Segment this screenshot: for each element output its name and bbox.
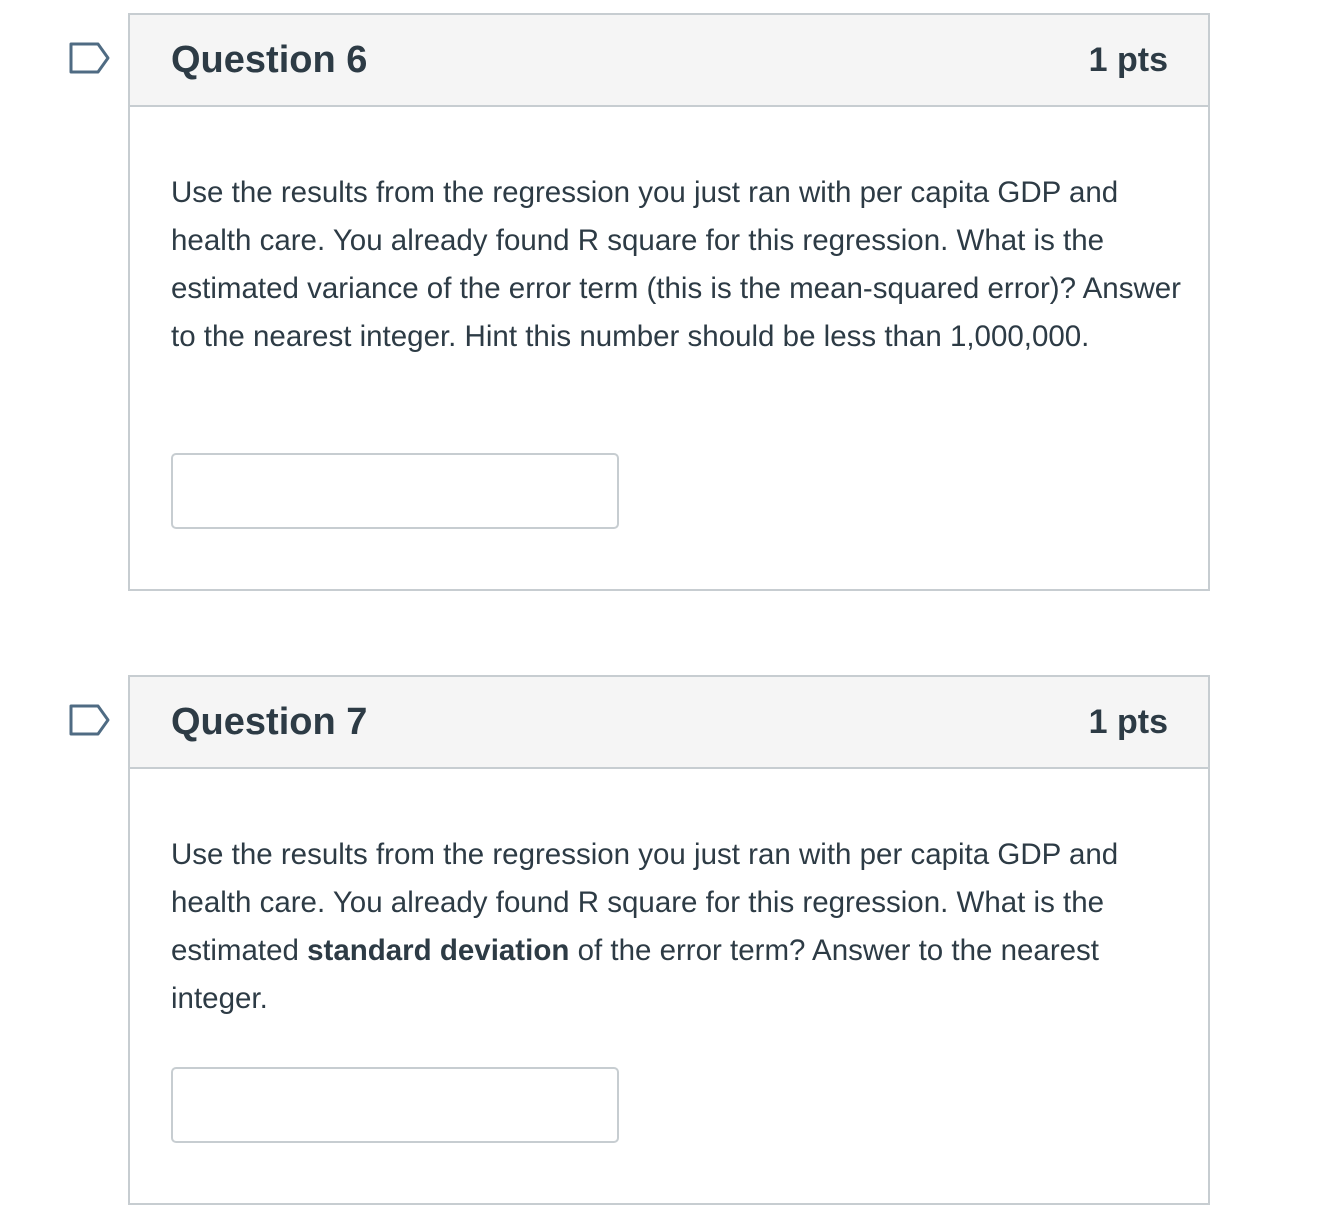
question-7-answer-input[interactable]: [171, 1067, 619, 1143]
question-7-points: 1 pts: [1088, 703, 1168, 741]
question-7-prompt-emphasis: standard deviation: [307, 934, 570, 967]
question-6-prompt: Use the results from the regression you just ran with per capita GDP and health care. You already found R square for this regression. What is the estimated variance of the error term (this is the mean-squared error)? Answer to the nearest integer. Hint this number should be less than 1,000,000.: [171, 176, 1181, 353]
question-6-card: [128, 13, 1210, 591]
question-6-header: [130, 15, 1208, 107]
question-7-header: [130, 677, 1208, 769]
bookmark-flag-icon[interactable]: [68, 703, 112, 737]
question-6-answer-input[interactable]: [171, 453, 619, 529]
question-7-prompt-start: Use the results from the regression you just ran with per capita GDP and health care. You already found R square for this regression. What is the estimated: [171, 838, 1119, 967]
question-6-title: Question 6: [171, 39, 368, 81]
question-6-text: [171, 169, 1181, 361]
question-7-prompt: [171, 831, 1181, 1023]
question-7-card: [128, 675, 1210, 1205]
question-7-title: Question 7: [171, 701, 368, 743]
question-7-text: [171, 831, 1181, 1023]
bookmark-flag-icon[interactable]: [68, 41, 112, 75]
question-7-prompt-end: of the error term? Answer to the nearest integer.: [171, 934, 1099, 1015]
question-6-points: 1 pts: [1088, 41, 1168, 79]
